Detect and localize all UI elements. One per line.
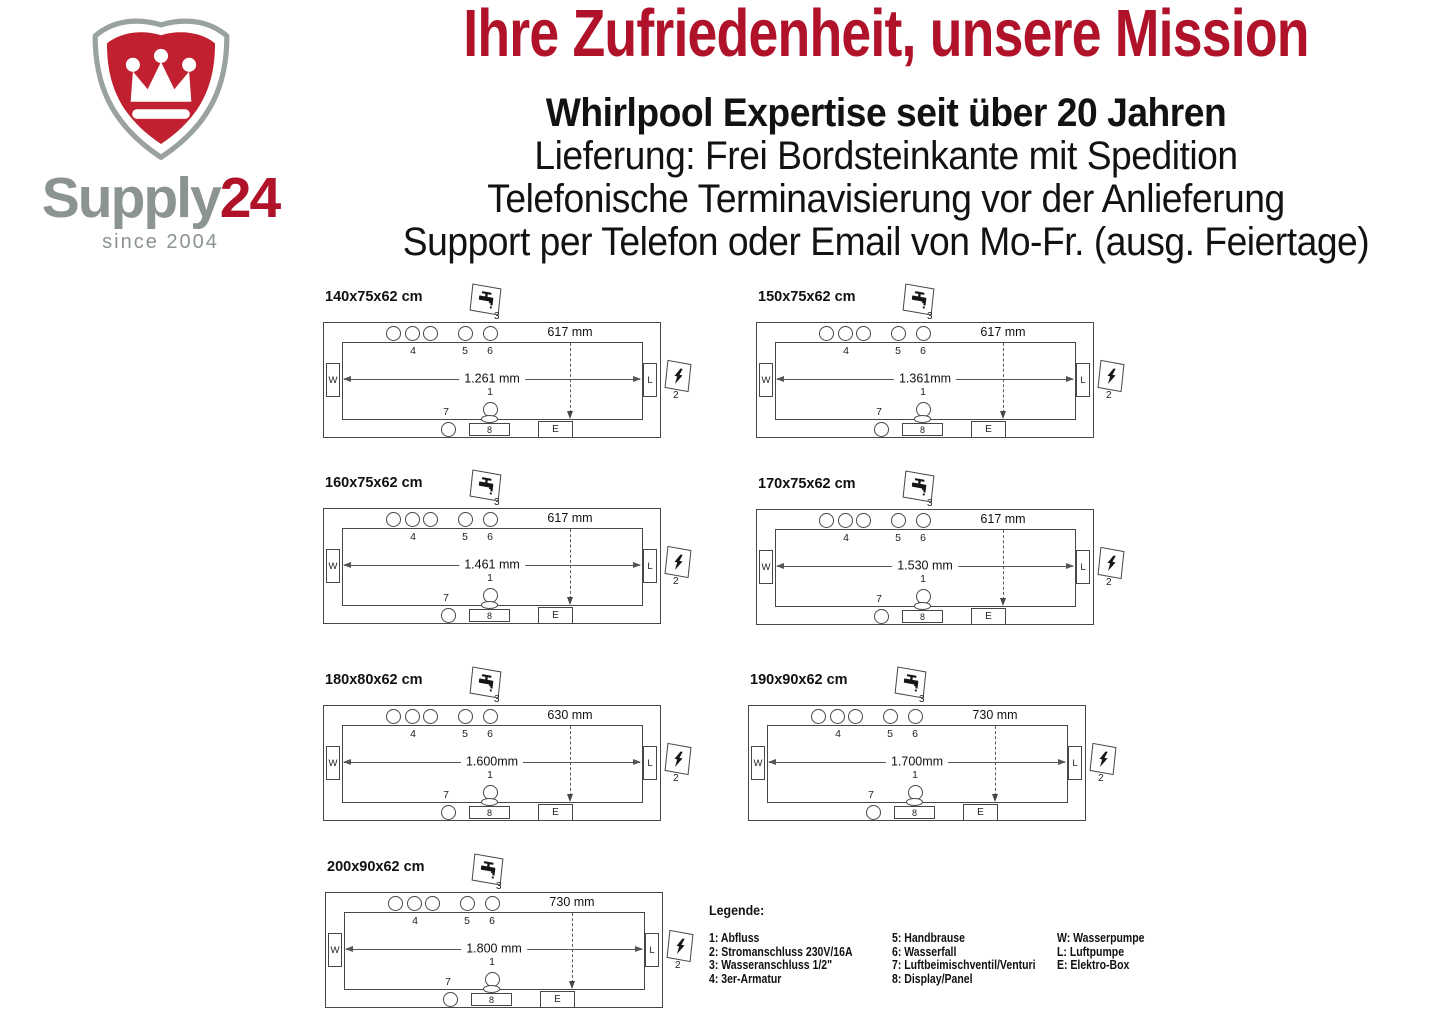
label-tap: 3: [494, 497, 500, 508]
water-connection-icon: [904, 473, 946, 510]
power-connection-icon: [1099, 362, 1131, 400]
label-drain: 1: [489, 956, 495, 968]
depth-dimension-value: 730 mm: [546, 895, 597, 909]
armatur-hole: [811, 709, 826, 724]
faucet-icon: [477, 859, 499, 880]
depth-arrow-icon: [567, 794, 573, 802]
legend-item: E: Elektro-Box: [1057, 958, 1130, 973]
label-wasserfall: 6: [487, 728, 493, 740]
label-wasserfall: 6: [912, 728, 918, 740]
label-venturi: 7: [443, 592, 449, 604]
depth-dimension-line: [572, 913, 573, 983]
wasserfall-hole: [916, 326, 931, 341]
handbrause-hole: [458, 709, 473, 724]
faucet-icon: [475, 672, 497, 693]
depth-dimension-value: 617 mm: [544, 511, 595, 525]
subtitle-line: Support per Telefon oder Email von Mo-Fr. (ausg. Feiertage): [402, 220, 1370, 264]
brand-supply: Supply: [41, 166, 220, 230]
label-wasserfall: 6: [487, 345, 493, 357]
depth-dimension-line: [1003, 343, 1004, 413]
armatur-hole: [423, 512, 438, 527]
arrow-right-icon: [1066, 563, 1074, 569]
label-wasserfall: 6: [487, 531, 493, 543]
label-display: 8: [488, 994, 494, 1005]
legend: [709, 898, 1179, 986]
armatur-hole: [848, 709, 863, 724]
wasserpumpe-box: W: [326, 363, 340, 397]
venturi-hole: [441, 608, 456, 623]
depth-dimension-value: 617 mm: [544, 325, 595, 339]
luftpumpe-box: L: [643, 363, 657, 397]
diagram-200x90x62: [325, 859, 681, 1008]
wasserpumpe-box: W: [759, 363, 773, 397]
crown-shield-icon: [87, 12, 235, 162]
diagram-size-title: 190x90x62 cm: [750, 672, 848, 688]
label-tap: 3: [927, 311, 933, 322]
bolt-frame: [1098, 360, 1125, 392]
legend-item: 2: Stromanschluss 230V/16A: [709, 944, 853, 959]
label-drain: 1: [487, 769, 493, 781]
label-armatur: 4: [410, 728, 416, 740]
label-venturi: 7: [876, 406, 882, 418]
label-handbrause: 5: [895, 532, 901, 544]
elektro-box: [538, 421, 573, 438]
diagram-170x75x62: [756, 476, 1112, 625]
diagram-150x75x62: [756, 289, 1112, 438]
bolt-frame: [665, 360, 692, 392]
power-connection-icon: [1099, 549, 1131, 587]
water-connection-icon: [473, 856, 515, 893]
faucet-icon: [475, 475, 497, 496]
label-handbrause: 5: [887, 728, 893, 740]
lightning-icon: [674, 936, 687, 957]
handbrause-hole: [891, 513, 906, 528]
legend-item: 8: Display/Panel: [892, 971, 973, 986]
label-elektrobox: E: [554, 994, 561, 1005]
diagram-140x75x62: [323, 289, 679, 438]
armatur-hole: [819, 326, 834, 341]
depth-dimension-value: 630 mm: [544, 708, 595, 722]
legend-item: L: Luftpumpe: [1057, 944, 1125, 959]
wasserfall-hole: [483, 709, 498, 724]
armatur-hole: [423, 326, 438, 341]
label-tap: 3: [919, 694, 925, 705]
armatur-hole: [407, 896, 422, 911]
lightning-icon: [672, 366, 685, 387]
venturi-hole: [443, 992, 458, 1007]
wasserpumpe-box: W: [759, 550, 773, 584]
legend-column-3: [1057, 932, 1161, 973]
water-connection-icon: [896, 669, 938, 706]
legend-heading: Legende:: [709, 903, 765, 918]
arrow-left-icon: [776, 563, 784, 569]
label-display: 8: [919, 611, 925, 622]
water-connection-icon: [904, 286, 946, 323]
label-handbrause: 5: [462, 531, 468, 543]
depth-dimension-line: [995, 726, 996, 796]
arrow-left-icon: [343, 562, 351, 568]
brand-24: 24: [219, 166, 280, 230]
label-armatur: 4: [835, 728, 841, 740]
wasserpumpe-box: W: [328, 933, 342, 967]
depth-arrow-icon: [1000, 411, 1006, 419]
power-connection-icon: [666, 362, 698, 400]
lightning-icon: [1105, 366, 1118, 387]
power-connection-icon: [666, 548, 698, 586]
armatur-hole: [386, 326, 401, 341]
label-drain: 1: [920, 386, 926, 398]
label-display: 8: [911, 807, 917, 818]
label-strom: 2: [675, 960, 681, 971]
wasserfall-hole: [916, 513, 931, 528]
length-dimension-value: 1.530 mm: [892, 558, 958, 572]
label-venturi: 7: [876, 593, 882, 605]
diagram-size-title: 180x80x62 cm: [325, 672, 423, 688]
water-connection-icon: [471, 472, 513, 509]
arrow-left-icon: [343, 376, 351, 382]
power-connection-icon: [1091, 745, 1123, 783]
label-display: 8: [919, 424, 925, 435]
label-wasserfall: 6: [920, 345, 926, 357]
label-drain: 1: [912, 769, 918, 781]
subtitle-line: Telefonische Terminavisierung vor der Anlieferung: [487, 177, 1285, 221]
label-wasserfall: 6: [920, 532, 926, 544]
label-handbrause: 5: [464, 915, 470, 927]
display-panel-box: [471, 993, 512, 1006]
legend-item: W: Wasserpumpe: [1057, 931, 1145, 945]
arrow-right-icon: [633, 376, 641, 382]
lightning-icon: [1097, 749, 1110, 770]
drain-outlet: [906, 798, 923, 806]
legend-item: 6: Wasserfall: [892, 944, 957, 959]
depth-dimension-line: [570, 343, 571, 413]
display-panel-box: [469, 609, 510, 622]
depth-arrow-icon: [567, 597, 573, 605]
faucet-icon: [908, 476, 930, 497]
lightning-icon: [672, 749, 685, 770]
label-strom: 2: [1106, 390, 1112, 401]
armatur-hole: [386, 709, 401, 724]
legend-item: 7: Luftbeimischventil/Venturi: [892, 958, 1036, 973]
armatur-hole: [405, 326, 420, 341]
label-display: 8: [486, 424, 492, 435]
faucet-icon: [475, 289, 497, 310]
armatur-hole: [830, 709, 845, 724]
label-strom: 2: [673, 390, 679, 401]
elektro-box: [538, 804, 573, 821]
label-strom: 2: [673, 773, 679, 784]
water-connection-icon: [471, 669, 513, 706]
page-title: Ihre Zufriedenheit, unsere Mission: [463, 0, 1309, 71]
power-connection-icon: [666, 745, 698, 783]
luftpumpe-box: L: [1076, 550, 1090, 584]
label-strom: 2: [1106, 577, 1112, 588]
label-tap: 3: [927, 498, 933, 509]
diagram-190x90x62: [748, 672, 1104, 821]
display-panel-box: [902, 423, 943, 436]
faucet-icon: [900, 672, 922, 693]
display-panel-box: [469, 423, 510, 436]
elektro-box: [971, 608, 1006, 625]
label-strom: 2: [1098, 773, 1104, 784]
depth-arrow-icon: [569, 981, 575, 989]
arrow-right-icon: [635, 946, 643, 952]
label-venturi: 7: [443, 789, 449, 801]
depth-arrow-icon: [567, 411, 573, 419]
legend-item: 5: Handbrause: [892, 931, 965, 945]
arrow-left-icon: [768, 759, 776, 765]
wasserfall-hole: [483, 326, 498, 341]
length-dimension-value: 1.600mm: [461, 754, 523, 768]
length-dimension-value: 1.261 mm: [459, 371, 525, 385]
armatur-hole: [423, 709, 438, 724]
bolt-frame: [665, 743, 692, 775]
armatur-hole: [405, 709, 420, 724]
arrow-right-icon: [1058, 759, 1066, 765]
luftpumpe-box: L: [1068, 746, 1082, 780]
wasserfall-hole: [908, 709, 923, 724]
elektro-box: [538, 607, 573, 624]
label-handbrause: 5: [462, 728, 468, 740]
label-strom: 2: [673, 576, 679, 587]
elektro-box: [963, 804, 998, 821]
lightning-icon: [1105, 553, 1118, 574]
diagram-size-title: 140x75x62 cm: [325, 289, 423, 305]
armatur-hole: [838, 513, 853, 528]
label-tap: 3: [496, 881, 502, 892]
depth-dimension-value: 617 mm: [977, 512, 1028, 526]
arrow-right-icon: [1066, 376, 1074, 382]
label-drain: 1: [487, 572, 493, 584]
armatur-hole: [838, 326, 853, 341]
arrow-right-icon: [633, 562, 641, 568]
drain-outlet: [481, 601, 498, 609]
label-armatur: 4: [843, 532, 849, 544]
label-handbrause: 5: [462, 345, 468, 357]
elektro-box: [540, 991, 575, 1008]
armatur-hole: [425, 896, 440, 911]
depth-arrow-icon: [1000, 598, 1006, 606]
label-elektrobox: E: [552, 424, 559, 435]
diagram-size-title: 150x75x62 cm: [758, 289, 856, 305]
label-drain: 1: [487, 386, 493, 398]
length-dimension-value: 1.461 mm: [459, 557, 525, 571]
luftpumpe-box: L: [1076, 363, 1090, 397]
elektro-box: [971, 421, 1006, 438]
label-venturi: 7: [868, 789, 874, 801]
handbrause-hole: [458, 512, 473, 527]
bolt-frame: [1090, 743, 1117, 775]
bolt-frame: [665, 546, 692, 578]
venturi-hole: [441, 422, 456, 437]
bolt-frame: [1098, 547, 1125, 579]
label-elektrobox: E: [985, 424, 992, 435]
drain-outlet: [481, 798, 498, 806]
length-dimension-value: 1.700mm: [886, 754, 948, 768]
depth-dimension-value: 730 mm: [969, 708, 1020, 722]
subtitle-line: Lieferung: Frei Bordsteinkante mit Spedition: [534, 134, 1238, 178]
power-connection-icon: [668, 932, 700, 970]
display-panel-box: [902, 610, 943, 623]
label-armatur: 4: [843, 345, 849, 357]
armatur-hole: [405, 512, 420, 527]
wasserpumpe-box: W: [751, 746, 765, 780]
wasserfall-hole: [483, 512, 498, 527]
label-wasserfall: 6: [489, 915, 495, 927]
label-elektrobox: E: [977, 807, 984, 818]
lightning-icon: [672, 552, 685, 573]
bolt-frame: [667, 930, 694, 962]
armatur-hole: [856, 513, 871, 528]
wasserfall-hole: [485, 896, 500, 911]
legend-item: 1: Abfluss: [709, 931, 760, 945]
luftpumpe-box: L: [645, 933, 659, 967]
label-elektrobox: E: [552, 807, 559, 818]
depth-dimension-value: 617 mm: [977, 325, 1028, 339]
handbrause-hole: [460, 896, 475, 911]
depth-arrow-icon: [992, 794, 998, 802]
label-armatur: 4: [410, 531, 416, 543]
venturi-hole: [866, 805, 881, 820]
arrow-left-icon: [776, 376, 784, 382]
display-panel-box: [469, 806, 510, 819]
label-handbrause: 5: [895, 345, 901, 357]
armatur-hole: [819, 513, 834, 528]
logo: [8, 12, 313, 254]
arrow-left-icon: [345, 946, 353, 952]
brand-wordmark: [8, 166, 313, 230]
label-display: 8: [486, 610, 492, 621]
length-dimension-value: 1.800 mm: [461, 941, 527, 955]
venturi-hole: [441, 805, 456, 820]
handbrause-hole: [891, 326, 906, 341]
faucet-icon: [908, 289, 930, 310]
arrow-right-icon: [633, 759, 641, 765]
legend-item: 3: Wasseranschluss 1/2": [709, 958, 833, 973]
handbrause-hole: [458, 326, 473, 341]
luftpumpe-box: L: [643, 549, 657, 583]
label-elektrobox: E: [985, 611, 992, 622]
label-venturi: 7: [445, 976, 451, 988]
drain-outlet: [481, 415, 498, 423]
diagram-size-title: 160x75x62 cm: [325, 475, 423, 491]
display-panel-box: [894, 806, 935, 819]
water-connection-icon: [471, 286, 513, 323]
diagram-160x75x62: [323, 475, 679, 624]
diagram-size-title: 170x75x62 cm: [758, 476, 856, 492]
handbrause-hole: [883, 709, 898, 724]
arrow-left-icon: [343, 759, 351, 765]
label-armatur: 4: [412, 915, 418, 927]
label-tap: 3: [494, 694, 500, 705]
label-display: 8: [486, 807, 492, 818]
label-armatur: 4: [410, 345, 416, 357]
drain-outlet: [914, 602, 931, 610]
header-subtext: [369, 92, 1403, 264]
legend-column-1: [709, 932, 880, 986]
armatur-hole: [386, 512, 401, 527]
armatur-hole: [856, 326, 871, 341]
luftpumpe-box: L: [643, 746, 657, 780]
diagram-size-title: 200x90x62 cm: [327, 859, 425, 875]
label-elektrobox: E: [552, 610, 559, 621]
brand-tagline: since 2004: [102, 231, 219, 253]
venturi-hole: [874, 609, 889, 624]
drain-outlet: [914, 415, 931, 423]
wasserpumpe-box: W: [326, 746, 340, 780]
diagram-180x80x62: [323, 672, 679, 821]
label-drain: 1: [920, 573, 926, 585]
venturi-hole: [874, 422, 889, 437]
depth-dimension-line: [570, 726, 571, 796]
legend-item: 4: 3er-Armatur: [709, 971, 782, 986]
depth-dimension-line: [570, 529, 571, 599]
label-tap: 3: [494, 311, 500, 322]
wasserpumpe-box: W: [326, 549, 340, 583]
subtitle-bold: Whirlpool Expertise seit über 20 Jahren: [545, 91, 1227, 135]
depth-dimension-line: [1003, 530, 1004, 600]
drain-outlet: [483, 985, 500, 993]
armatur-hole: [388, 896, 403, 911]
length-dimension-value: 1.361mm: [894, 371, 956, 385]
label-venturi: 7: [443, 406, 449, 418]
legend-column-2: [892, 932, 1063, 986]
